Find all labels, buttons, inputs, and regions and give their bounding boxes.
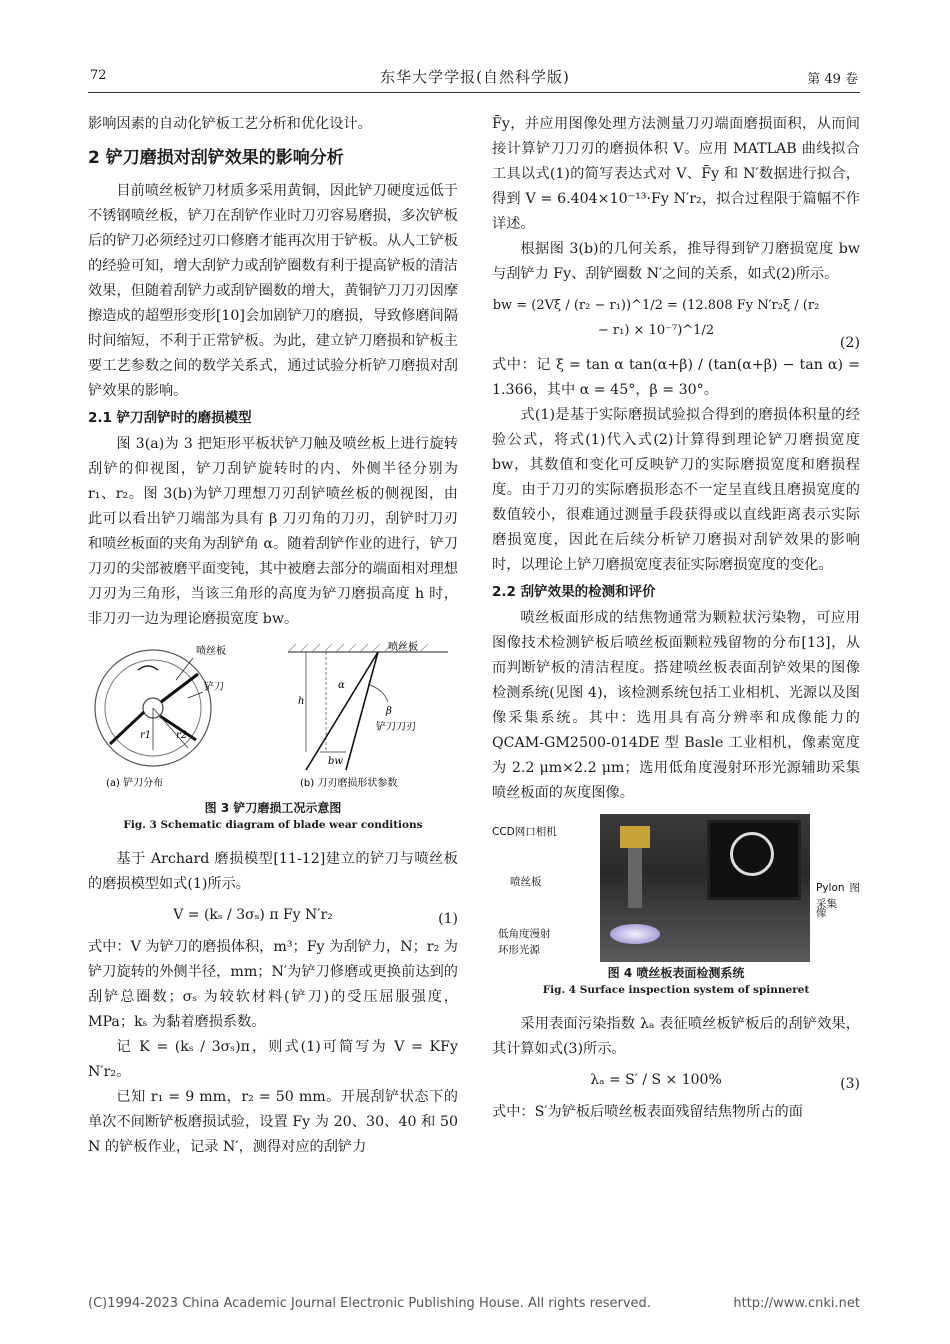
running-header [0,64,950,88]
label: 喷丝板 [510,876,542,888]
figure-4 [492,814,860,998]
label: Pylon图像 [816,882,860,919]
label: 环形光源 [498,944,540,956]
paragraph: 记 K = (kₛ / 3σₛ)π，则式(1)可简写为 V = KFy N′r₂。 [88,1039,458,1080]
figure-3 [88,640,458,833]
camera-mount [628,848,642,908]
label: bw [328,756,343,767]
blade [110,712,144,744]
paragraph: 采用表面污染指数 λₐ 表征喷丝板铲板后的刮铲效果，其计算如式(3)所示。 [492,1016,860,1057]
label: h [298,696,305,707]
camera-body [620,826,650,848]
label: 采集 [816,898,837,910]
rotation-arrow-icon [138,666,158,670]
label: CCD网口相机 [492,826,557,838]
label: 低角度漫射 [498,928,551,940]
paragraph: 式中：记 ξ = tan α tan(α+β) / (tan(α+β) − tan α) = 1.366，其中 α = 45°，β = 30°。 [492,357,860,398]
equation-body: λₐ = S′ / S × 100% [590,1072,722,1088]
subcaption: (a) 铲刀分布 [106,778,164,789]
label: 喷丝板 [196,646,226,657]
equation-2 [492,287,860,338]
subsection-heading: 2.1 铲刀刮铲时的磨损模型 [88,410,252,426]
label: r2 [176,730,188,741]
equation-number: (1) [438,911,458,927]
ring-light [610,924,660,944]
figure-caption-en: Fig. 4 Surface inspection system of spinneret [542,984,810,996]
paragraph: 影响因素的自动化铲板工艺分析和优化设计。 [88,116,372,132]
blade [161,674,198,702]
blade-edge [346,652,378,770]
equation-body: bw = (2Vξ / (r₂ − r₁))^1/2 = (12.808 Fy N′r₂ξ / (r₂ − r₁) × 10⁻⁷)^1/2 [492,298,820,338]
paragraph: 基于 Archard 磨损模型[11-12]建立的铲刀与喷丝板的磨损模型如式(1)所示。 [88,851,458,892]
label: 铲刀 [204,682,224,693]
label: 铲刀刀刃 [376,722,416,733]
paragraph: 式(1)是基于实际磨损试验拟合得到的磨损体积量的经验公式，将式(1)代入式(2)计算得到理论铲刀磨损宽度 bw，其数值和变化可反映铲刀的实际磨损宽度和磨损程度。由于刀刃的实际磨损形态不一定呈直线且磨损宽度的数值较小，很难通过测量手段获得或以直线距离表示实际磨损宽度，因此在后续分析铲刀磨损对刮铲效果的影响时，以理论上铲刀磨损宽度表征实际磨损宽度的变化。 [492,407,860,573]
equation-number: (3) [840,1076,860,1092]
paragraph: F̄y，并应用图像处理方法测量刀刃端面磨损面积，从而间接计算铲刀刀刃的磨损体积 V。应用 MATLAB 曲线拟合工具以式(1)的简写表达式对 V、F̄y 和 N′数据进行拟合，得到 V = 6.404×10⁻¹³·Fy N′r₂，拟合过程限于篇幅不作详述。 [492,116,860,232]
paragraph: 根据图 3(b)的几何关系，推导得到铲刀磨损宽度 bw 与刮铲力 Fy、刮铲圈数 N′之间的关系，如式(2)所示。 [492,241,860,282]
page-number: 72 [90,68,107,83]
equation-1 [88,897,458,935]
radius-line [153,708,188,748]
paragraph: 式中：V 为铲刀的磨损体积，m³；Fy 为刮铲力，N；r₂ 为铲刀旋转的外侧半径，mm；N′为铲刀修磨或更换前达到的刮铲总圈数；σₛ 为较软材料(铲刀)的受压屈服强度，MPa；kₛ 为黏着磨损系数。 [88,939,458,1030]
header-rule [88,92,860,93]
spinneret-image-ring [730,832,774,876]
figure-3-diagram [88,640,458,790]
volume-label: 第 49 卷 [807,72,858,87]
subsection-heading: 2.2 刮铲效果的检测和评价 [492,584,656,600]
paragraph: 式中：S′为铲板后喷丝板表面残留结焦物所占的面 [492,1104,803,1120]
subcaption: (b) 刀刃磨损形状参数 [300,778,398,789]
left-column [88,112,458,1160]
footer-url[interactable]: http://www.cnki.net [733,1296,860,1311]
section-heading: 2 铲刀磨损对刮铲效果的影响分析 [88,148,344,168]
copyright-text: (C)1994-2023 China Academic Journal Electronic Publishing House. All rights reserved. [88,1296,651,1311]
equation-number: (2) [839,335,860,351]
label: α [338,680,345,691]
figure-caption-en: Fig. 3 Schematic diagram of blade wear conditions [123,819,423,831]
label: r1 [140,730,152,741]
inspection-photo [492,814,860,964]
paragraph: 图 3(a)为 3 把矩形平板状铲刀触及喷丝板上进行旋转刮铲的仰视图，铲刀刮铲旋转时的内、外侧半径分别为 r₁、r₂。图 3(b)为铲刀理想刀刃刮铲喷丝板的侧视图，由此可以看出铲刀端部为具有 β 刀刃角的刀刃，刮铲时刀刃和喷丝板面的夹角为刮铲角 α。随着刮铲作业的进行，铲刀刀刃的尖部被磨平面变钝，其中被磨去部分的端面相对理想刀刃为三角形，当该三角形的高度为铲刀磨损高度 h 时，非刀刃一边为理论磨损宽度 bw。 [88,436,458,627]
paragraph: 喷丝板面形成的结焦物通常为颗粒状污染物，可应用图像技术检测铲板后喷丝板面颗粒残留物的分布[13]，从而判断铲板的清洁程度。搭建喷丝板表面刮铲效果的图像检测系统(见图 4)，该检测系统包括工业相机、光源以及图像采集系统。其中：选用具有高分辨率和成像能力的 QCAM-GM2500-014DE 型 Basle 工业相机，像素宽度为 2.2 μm×2.2 μm；选用低角度漫射环形光源辅助采集喷丝板面的灰度图像。 [492,610,860,801]
journal-title: 东华大学学报(自然科学版) [380,68,570,86]
right-column [492,112,860,1125]
label: β [386,706,392,717]
figure-caption-zh: 图 4 喷丝板表面检测系统 [607,966,745,980]
paragraph: 目前喷丝板铲刀材质多采用黄铜，因此铲刀硬度远低于不锈钢喷丝板，铲刀在刮铲作业时刀刃容易磨损，多次铲板后的铲刀必须经过刃口修磨才能再次用于铲板。从人工铲板的经验可知，增大刮铲力或刮铲圈数有利于提高铲板的清洁效果，但随着刮铲力或刮铲圈数的增大，黄铜铲刀刀刃因摩擦造成的超塑形变形[10]会加剧铲刀的磨损，导致修磨间隔时间缩短，不利于正常铲板。为此，建立铲刀磨损和铲板主要工艺参数之间的数学关系式，通过试验分析铲刀磨损对刮铲效果的影响。 [88,183,458,399]
equation-3 [492,1062,860,1100]
label: 喷丝板 [388,642,418,653]
equation-body: V = (kₛ / 3σₛ) π Fy N′r₂ [173,907,333,923]
copyright-footer [88,1296,860,1311]
paragraph: 已知 r₁ = 9 mm，r₂ = 50 mm。开展刮铲状态下的单次不间断铲板磨损试验，设置 Fy 为 20、30、40 和 50 N 的铲板作业，记录 N′，测得对应的刮铲力 [88,1089,458,1155]
figure-caption-zh: 图 3 铲刀磨损工况示意图 [204,801,342,815]
